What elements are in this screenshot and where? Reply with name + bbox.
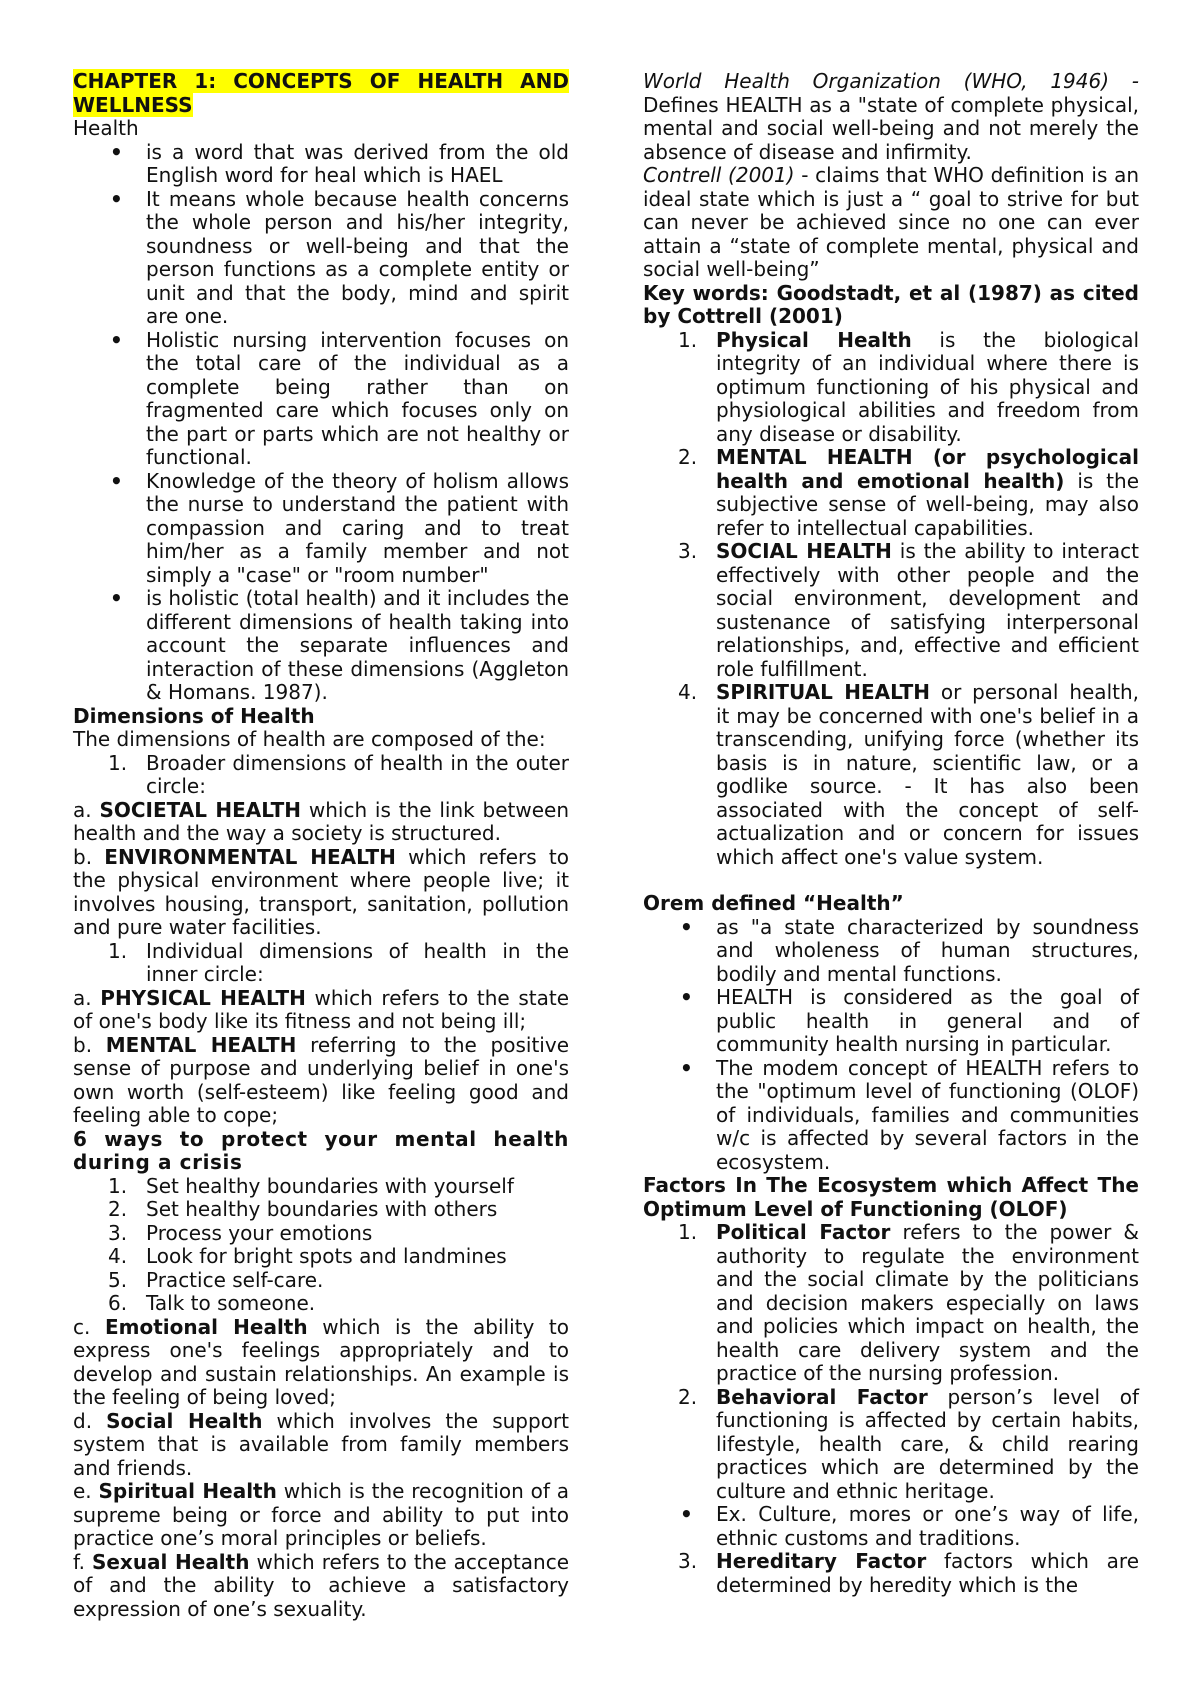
list-item: 3. Hereditary Factor factors which are determined by heredity which is the: [678, 1549, 1140, 1597]
sexual-health-item: f. Sexual Health which refers to the acceptance of and the ability to achieve a satisfactory expression of one’s sexuality.: [73, 1549, 570, 1621]
cottrell-claim: Contrell (2001) - claims that WHO definition is an ideal state which is just a “ goal to strive for but can never be achieved since no one can ever attain a “state of complete mental, physical and social well-being”: [643, 163, 1139, 281]
societal-health-item: a. SOCIETAL HEALTH which is the link between health and the way a society is structured.: [73, 797, 569, 845]
list-item: • is a word that was derived from the old English word for heal which is HAEL: [73, 141, 569, 188]
right-column: [643, 70, 1139, 1597]
dimensions-heading: Dimensions of Health: [73, 703, 315, 728]
factors-list-b: [643, 1550, 1139, 1597]
section-spacer: [643, 869, 1139, 892]
factors-heading: Factors In The Ecosystem which Affect The Optimum Level of Functioning (OLOF): [643, 1173, 1139, 1221]
list-item: • It means whole because health concerns the whole person and his/her integrity, soundness or well-being and that the person functions as a complete entity or unit and that the body, mind and spirit are one.: [73, 188, 569, 329]
physical-health-item: a. PHYSICAL HEALTH which refers to the state of one's body like its fitness and not being ill;: [73, 985, 570, 1033]
left-column: [73, 70, 569, 1621]
spiritual-health-item: e. Spiritual Health which is the recognition of a supreme being or force and ability to put into practice one’s moral principles or beliefs.: [73, 1479, 570, 1550]
list-item: 3. Process your emotions: [108, 1220, 373, 1245]
list-item: 1. Broader dimensions of health in the outer circle:: [108, 750, 569, 798]
list-item: • as "a state characterized by soundness and wholeness of human structures, bodily and mental functions.: [643, 916, 1139, 987]
orem-bullet-list: [643, 916, 1139, 1175]
list-item: • Knowledge of the theory of holism allows the nurse to understand the patient with compassion and caring and to treat him/her as a family member and not simply a "case" or "room number": [73, 470, 569, 588]
list-item: 2. Behavioral Factor person’s level of functioning is affected by certain habits, lifestyle, health care, & child rearing practices which are determined by the culture and ethnic heritage.: [678, 1384, 1140, 1503]
keywords-list: [643, 329, 1139, 870]
mental-health-item: b. MENTAL HEALTH referring to the positive sense of purpose and underlying belief in one's own worth (self-esteem) like feeling good and feeling able to cope;: [73, 1032, 569, 1127]
list-item: 4. Look for bright spots and landmines: [108, 1244, 507, 1268]
list-item: • is holistic (total health) and it includes the different dimensions of health taking into account the separate influences and interaction of these dimensions (Aggleton & Homans. 1987).: [73, 587, 569, 705]
list-item: • The modem concept of HEALTH refers to the "optimum level of functioning (OLOF) of individuals, families and communities w/c is affected by several factors in the ecosystem.: [643, 1057, 1139, 1175]
list-item: • HEALTH is considered as the goal of public health in general and of community health nursing in particular.: [643, 986, 1139, 1057]
list-item: 4. SPIRITUAL HEALTH or personal health, it may be concerned with one's belief in a transcending, unifying force (whether its basis is in nature, scientific law, or a godlike source. - It has also been associated with the concept of self-actualization and or concern for issues which affect one's value system.: [678, 680, 1139, 869]
six-ways-list: [73, 1175, 569, 1316]
chapter-title: CHAPTER 1: CONCEPTS OF HEALTH AND WELLNESS: [73, 69, 569, 117]
list-item: 1. Individual dimensions of health in the inner circle:: [108, 938, 569, 986]
factors-list-a: [643, 1221, 1139, 1503]
broader-list: [73, 752, 569, 799]
health-label: Health: [73, 116, 139, 140]
list-item: 6. Talk to someone.: [108, 1291, 316, 1315]
list-item: 1. Political Factor refers to the power & authority to regulate the environment and the social climate by the politicians and decision makers especially on laws and policies which impact on health, the health care delivery system and the practice of the nursing profession.: [678, 1220, 1139, 1385]
environmental-health-item: b. ENVIRONMENTAL HEALTH which refers to the physical environment where people live; it involves housing, transport, sanitation, pollution and pure water facilities.: [73, 844, 570, 939]
social-health-item: d. Social Health which involves the support system that is available from family members and friends.: [73, 1408, 569, 1480]
behavioral-example-list: [643, 1503, 1139, 1550]
list-item: • Ex. Culture, mores or one’s way of life, ethnic customs and traditions.: [643, 1503, 1139, 1550]
list-item: • Holistic nursing intervention focuses on the total care of the individual as a complete being rather than on fragmented care which focuses only on the part or parts which are not healthy or functional.: [73, 329, 569, 470]
list-item: 1. Physical Health is the biological integrity of an individual where there is optimum functioning of his physical and physiological abilities and freedom from any disease or disability.: [678, 327, 1140, 446]
emotional-health-item: c. Emotional Health which is the ability to express one's feelings appropriately and to develop and sustain relationships. An example is the feeling of being loved;: [73, 1314, 569, 1409]
dimensions-intro: The dimensions of health are composed of the:: [73, 727, 546, 751]
who-definition: World Health Organization (WHO, 1946) - Defines HEALTH as a "state of complete physical, mental and social well-being and not merely the absence of disease and infirmity.: [643, 69, 1139, 164]
orem-heading: Orem defined “Health”: [643, 891, 904, 915]
list-item: 2. Set healthy boundaries with others: [108, 1197, 498, 1221]
six-ways-heading: 6 ways to protect your mental health during a crisis: [73, 1126, 569, 1174]
list-item: 5. Practice self-care.: [108, 1267, 324, 1292]
individual-list: [73, 940, 569, 987]
health-bullet-list: [73, 141, 569, 705]
list-item: 3. SOCIAL HEALTH is the ability to interact effectively with other people and the social environment, development and sustenance of satisfying interpersonal relationships, and, effective and efficient role fulfillment.: [678, 539, 1140, 681]
list-item: 1. Set healthy boundaries with yourself: [108, 1173, 514, 1198]
keywords-heading: Key words: Goodstadt, et al (1987) as cited by Cottrell (2001): [643, 280, 1139, 328]
list-item: 2. MENTAL HEALTH (or psychological health and emotional health) is the subjective sense of well-being, may also refer to intellectual capabilities.: [678, 445, 1140, 540]
